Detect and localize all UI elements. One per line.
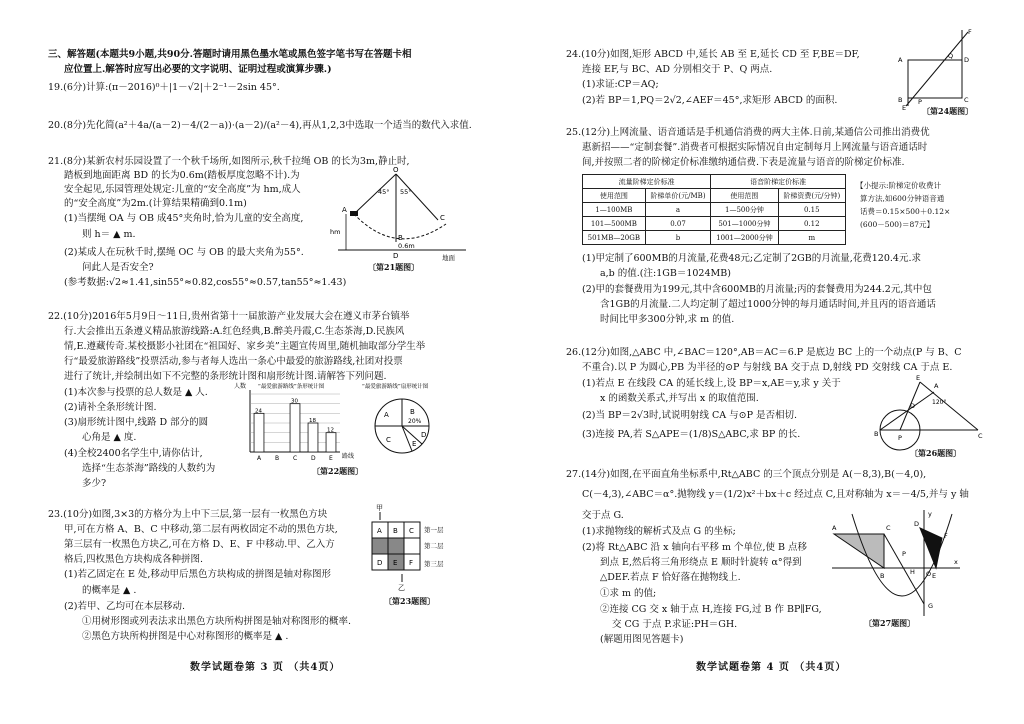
- pt-b: B: [880, 572, 885, 580]
- q23-line: ①用树形图或列表法求出黑色方块所构拼图是轴对称图形的概率.: [82, 616, 352, 627]
- table-row: [583, 217, 846, 231]
- swing-figure: [330, 166, 468, 262]
- q27-line: (1)求抛物线的解析式及点 G 的坐标;: [582, 526, 736, 537]
- q26-line: 26.(12分)如图,△ABC 中,∠BAC＝120°,AB＝AC＝6.P 是底边 BC 上的一个动点(P 与 B、C: [566, 347, 962, 358]
- hint-line: 【小提示:阶梯定价收费计: [856, 181, 942, 190]
- pt-d: D: [964, 56, 970, 64]
- q22-line: 22.(10分)2016年5月9日～11日,贵州省第十一届旅游产业发展大会在遵义市茅台镇举: [48, 311, 410, 322]
- table-cell: 1—100MB: [583, 203, 646, 217]
- section-header-2: 应位置上.解答时应写出必要的文字说明、证明过程或演算步骤.): [64, 64, 332, 75]
- q27-line: 到点 E,然后将三角形绕点 E 顺时针旋转 α°得到: [600, 557, 802, 568]
- table-cell: 0.07: [645, 217, 711, 231]
- table-cell: m: [778, 231, 845, 245]
- bar-E: [326, 433, 336, 452]
- q23-line: 甲,可在方格 A、B、C 中移动,第二层有两枚固定不动的黑色方块,: [64, 524, 338, 535]
- grid-cell-label: F: [409, 559, 414, 567]
- bar-value-label: 24: [255, 408, 262, 415]
- q25-line: 含1GB的月流量.二人均定制了超过1000分钟的每月通话时间,并且丙的语音通话: [600, 299, 936, 310]
- origin-o: O: [926, 570, 932, 578]
- q27-line: C(－4,3),∠ABC＝α°.抛物线 y＝(1/2)x²＋bx＋c 经过点 C,且对称轴为 x＝－4/5,并与 y 轴: [582, 489, 969, 500]
- label-45: 45°: [378, 188, 390, 196]
- pie-label-pct: 20%: [408, 418, 422, 425]
- label-b: B: [398, 234, 403, 242]
- q21-line: (2)某成人在玩秋千时,摆绳 OC 与 OB 的最大夹角为55°.: [64, 247, 304, 258]
- q22-line: (3)扇形统计图中,线路 D 部分的圆: [64, 417, 209, 428]
- q24-line: (2)若 BP＝1,PQ＝2√2,∠AEF＝45°,求矩形 ABCD 的面积.: [582, 95, 838, 106]
- pt-a: A: [934, 382, 939, 390]
- q23-line: (1)若乙固定在 E 处,移动甲后黑色方块构成的拼图是轴对称图形: [64, 569, 331, 580]
- q21-line: 安全起见,乐园管理处规定:儿童的“安全高度”为 hm,成人: [64, 184, 301, 195]
- pt-c: C: [886, 524, 891, 532]
- q26-caption: 〔第26题图〕: [910, 448, 962, 458]
- bar-value-label: 18: [309, 418, 316, 424]
- q25-line: (1)甲定制了600MB的月流量,花费48元;乙定制了2GB的月流量,花费120.4元.求: [582, 253, 921, 264]
- grid-cell-label: B: [393, 527, 398, 535]
- angle-label: 120°: [932, 399, 947, 406]
- label-a: A: [342, 206, 347, 214]
- pt-p: P: [918, 98, 922, 106]
- col-header: 阶梯资费(元/分钟): [778, 189, 845, 203]
- q23-line: 第三层有一枚黑色方块乙,可在方格 D、E、F 中移动.甲、乙入方: [64, 539, 335, 550]
- q22-line: (4)全校2400名学生中,请你估计,: [64, 448, 203, 459]
- pt-e: E: [916, 374, 921, 382]
- q22-line: 多少?: [82, 478, 107, 489]
- q19-text: 19.(6分)计算:(π－2016)⁰＋|1－√2|＋2⁻¹－2sin 45°.: [48, 82, 280, 93]
- page-footer-left: 数学试题卷第 3 页 （共4页）: [190, 662, 341, 673]
- q22-line: 情,E.遵藏传奇.某校摄影小社团在“祖国好、家乡美”主题宣传周里,随机抽取部分学生举: [64, 341, 426, 352]
- q23-caption: 〔第23题图〕: [384, 596, 436, 606]
- grid-figure: [372, 504, 472, 594]
- q27-line: △DEF.若点 F 恰好落在抛物线上.: [600, 572, 741, 583]
- bar-chart-ylabel: 人数: [234, 383, 247, 390]
- pt-p: P: [902, 550, 906, 558]
- q21-line: 则 h＝ ▲ m.: [82, 229, 136, 240]
- q22-line: (1)本次参与投票的总人数是 ▲ 人.: [64, 387, 208, 398]
- table-header-data: 流量阶梯定价标准: [583, 175, 711, 189]
- q24-line: 24.(10分)如图,矩形 ABCD 中,延长 AB 至 E,延长 CD 至 F,BE＝DF,: [566, 49, 860, 60]
- label-o: O: [393, 166, 399, 174]
- q21-caption: 〔第21题图〕: [368, 262, 420, 272]
- axis-y: y: [928, 510, 932, 518]
- label-d: D: [393, 252, 399, 260]
- x-tick-label: D: [311, 455, 316, 462]
- grid-cell: [388, 538, 404, 554]
- q23-line: (2)若甲、乙均可在本层移动.: [64, 601, 185, 612]
- pricing-table: [582, 174, 846, 245]
- layer-1-label: 第一层: [424, 526, 444, 534]
- pt-d: D: [910, 402, 916, 410]
- pt-a: A: [898, 56, 903, 64]
- q26-line: 不重合).以 P 为圆心,PB 为半径的⊙P 与射线 BA 交于点 D,射线 PD 交射线 CA 于点 E.: [582, 362, 953, 373]
- pt-p: P: [898, 434, 902, 442]
- q21-line: 21.(8分)某新农村乐园设置了一个秋千场所,如图所示,秋千拉绳 OB 的长为3m,静止时,: [48, 156, 410, 167]
- pt-a: A: [832, 524, 837, 532]
- x-tick-label: C: [293, 455, 298, 462]
- table-cell: b: [645, 231, 711, 245]
- table-cell: 501—1000分钟: [711, 217, 778, 231]
- pt-c: C: [964, 96, 969, 104]
- bar-chart: [236, 384, 366, 466]
- pt-h: H: [910, 568, 915, 576]
- q25-line: 时间比甲多300分钟,求 m 的值.: [600, 314, 735, 325]
- q25-line: 间,并按照二者的阶梯定价标准缴纳通信费.下表是流量与语音的阶梯定价标准.: [582, 157, 905, 168]
- label-55: 55°: [400, 188, 412, 196]
- pt-e: E: [932, 572, 937, 580]
- table-header-voice: 语音阶梯定价标准: [711, 175, 846, 189]
- pie-chart: [362, 384, 436, 466]
- q26-line: x 的函数关系式,并写出 x 的取值范围.: [600, 393, 759, 404]
- bar-value-label: 30: [291, 398, 298, 405]
- x-tick-label: B: [275, 455, 280, 462]
- q22-line: 心角是 ▲ 度.: [82, 432, 137, 443]
- grid-cell: [404, 538, 420, 554]
- grid-cell-label: C: [409, 527, 414, 535]
- pt-d: D: [914, 520, 920, 528]
- q21-line: (参考数据:√2≈1.41,sin55°≈0.82,cos55°≈0.57,tan55°≈1.43): [64, 277, 347, 288]
- q25-line: 惠新招——“定制套餐”.消费者可根据实际情况自由定制每月上网流量与语音通话时: [582, 142, 928, 153]
- q26-line: (1)若点 E 在线段 CA 的延长线上,设 BP＝x,AE＝y,求 y 关于: [582, 378, 841, 389]
- layer-3-label: 第三层: [424, 560, 444, 568]
- pie-label-d: D: [421, 431, 427, 439]
- pt-g: G: [928, 602, 934, 610]
- label-c: C: [440, 214, 445, 222]
- q24-line: (1)求证:CP＝AQ;: [582, 79, 659, 90]
- q27-line: 交于点 G.: [582, 510, 624, 521]
- col-header: 使用范围: [711, 189, 778, 203]
- bar-chart-xlabel: 路线: [342, 453, 355, 460]
- q22-line: 行“最爱旅游路线”投票活动,参与者每人选出一条心中最爱的旅游路线,社团对投票: [64, 356, 403, 367]
- q22-line: (2)请补全条形统计图.: [64, 402, 157, 413]
- col-header: 使用范围: [583, 189, 646, 203]
- q22-line: 选择“生态茶海”路线的人数约为: [82, 463, 216, 474]
- pie-label-c: C: [386, 436, 391, 444]
- q27-line: (2)将 Rt△ABC 沿 x 轴向右平移 m 个单位,使 B 点移: [582, 542, 808, 553]
- q27-line: ①求 m 的值;: [600, 588, 657, 599]
- hint-line: (600－500)＝87元】: [860, 220, 935, 229]
- q20-text: 20.(8分)先化简(a²＋4a/(a－2)－4/(2－a))·(a－2)/(a²－4),再从1,2,3中选取一个适当的数代入求值.: [48, 120, 472, 131]
- table-cell: 501MB—20GB: [583, 231, 646, 245]
- q23-line: 23.(10分)如图,3×3的方格分为上中下三层,第一层有一枚黑色方块: [48, 509, 328, 520]
- table-cell: 1001—2000分钟: [711, 231, 778, 245]
- axis-x: x: [954, 558, 958, 566]
- q22-caption: 〔第22题图〕: [312, 466, 364, 476]
- q23-line: ②黑色方块所构拼图是中心对称图形的概率是 ▲ .: [82, 631, 289, 642]
- bar-C: [290, 404, 300, 452]
- x-tick-label: A: [257, 455, 262, 462]
- section-header: 三、解答题(本题共9小题,共90分.答题时请用黑色墨水笔或黑色签字笔书写在答题卡相: [48, 49, 412, 60]
- q26-line: (3)连接 PA,若 S△APE＝(1/8)S△ABC,求 BP 的长.: [582, 429, 801, 440]
- q22-line: 进行了统计,并绘制出如下不完整的条形统计图和扇形统计图.请解答下列问题.: [64, 371, 387, 382]
- q26-line: (2)当 BP＝2√3时,试说明射线 CA 与⊙P 是否相切.: [582, 410, 798, 421]
- hint-line: 算方法,如600分钟语音通: [860, 194, 945, 203]
- hint-line: 话费＝0.15×500＋0.12×: [860, 207, 951, 216]
- q27-line: ②连接 CG 交 x 轴于点 H,连接 FG,过 B 作 BP∥FG,: [600, 604, 822, 615]
- label-ground: 地面: [442, 254, 455, 262]
- page-footer-right: 数学试题卷第 4 页 （共4页）: [696, 662, 847, 673]
- q22-line: 行.大会推出五条遵义精品旅游线路:A.红色经典,B.醉美丹霞,C.生态茶海,D.民族风: [64, 326, 405, 337]
- table-row: [583, 231, 846, 245]
- table-row: [583, 203, 846, 217]
- q23-line: 的概率是 ▲ .: [82, 585, 137, 596]
- q27-line: (解题用图见答题卡): [600, 634, 684, 645]
- bar-A: [254, 413, 264, 452]
- q23-line: 格后,四枚黑色方块构成各种拼图.: [64, 554, 204, 565]
- pt-q: Q: [948, 52, 954, 60]
- pt-b: B: [874, 430, 879, 438]
- pt-f: F: [944, 532, 948, 540]
- q27-line: 27.(14分)如图,在平面直角坐标系中,Rt△ABC 的三个顶点分别是 A(－8,3),B(－4,0),: [566, 469, 927, 480]
- col-header: 阶梯单价(元/MB): [645, 189, 711, 203]
- label-hm: hm: [330, 228, 341, 236]
- q21-line: 问此人是否安全?: [82, 262, 154, 273]
- q21-line: (1)当摆绳 OA 与 OB 成45°夹角时,恰为儿童的安全高度,: [64, 213, 304, 224]
- pt-f: F: [968, 28, 972, 36]
- pt-b: B: [898, 96, 903, 104]
- table-cell: a: [645, 203, 711, 217]
- rectangle-figure: [898, 30, 978, 110]
- pt-e: E: [902, 104, 907, 112]
- bar-chart-title: “最爱旅游路线”条形统计图: [258, 384, 325, 390]
- grid-cell-label: E: [393, 559, 398, 567]
- q24-caption: 〔第24题图〕: [922, 106, 974, 116]
- q24-line: 连接 EF,与 BC、AD 分别相交于 P、Q 两点.: [582, 64, 773, 75]
- q27-caption: 〔第27题图〕: [864, 618, 916, 628]
- q27-line: 交 CG 于点 P.求证:PH＝GH.: [612, 619, 738, 630]
- q25-line: 25.(12分)上网流量、语音通话是手机通信消费的两大主体.日前,某通信公司推出消费优: [566, 127, 930, 138]
- pie-label-e: E: [412, 440, 417, 448]
- table-cell: 101—500MB: [583, 217, 646, 231]
- pie-chart-title: “最爱旅游路线”扇形统计图: [362, 384, 429, 390]
- x-tick-label: E: [329, 455, 333, 462]
- pt-c: C: [978, 432, 983, 440]
- bar-value-label: 12: [327, 427, 334, 434]
- grid-cell-label: D: [377, 559, 383, 567]
- label-jia: 甲: [376, 504, 383, 512]
- pie-label-b: B: [410, 408, 415, 416]
- grid-cell-label: A: [377, 527, 382, 535]
- grid-cell: [372, 538, 388, 554]
- right-page: [512, 0, 1024, 724]
- pie-label-a: A: [384, 411, 389, 419]
- q21-line: 的“安全高度”为2m.(计算结果精确到0.1m): [64, 198, 247, 209]
- table-cell: 1—500分钟: [711, 203, 778, 217]
- label-06: 0.6m: [398, 242, 415, 250]
- triangle-circle-figure: [872, 374, 982, 448]
- q21-line: 踏板到地面距离 BD 的长为0.6m(踏板厚度忽略不计).为: [64, 170, 300, 181]
- table-cell: 0.12: [778, 217, 845, 231]
- q25-line: (2)甲的套餐费用为199元,其中含600MB的月流量;丙的套餐费用为244.2元,其中包: [582, 284, 932, 295]
- q25-line: a,b 的值.(注:1GB＝1024MB): [600, 268, 731, 279]
- label-yi: 乙: [398, 584, 405, 592]
- bar-D: [308, 423, 318, 452]
- parabola-figure: [832, 508, 962, 618]
- table-cell: 0.15: [778, 203, 845, 217]
- layer-2-label: 第二层: [424, 542, 444, 550]
